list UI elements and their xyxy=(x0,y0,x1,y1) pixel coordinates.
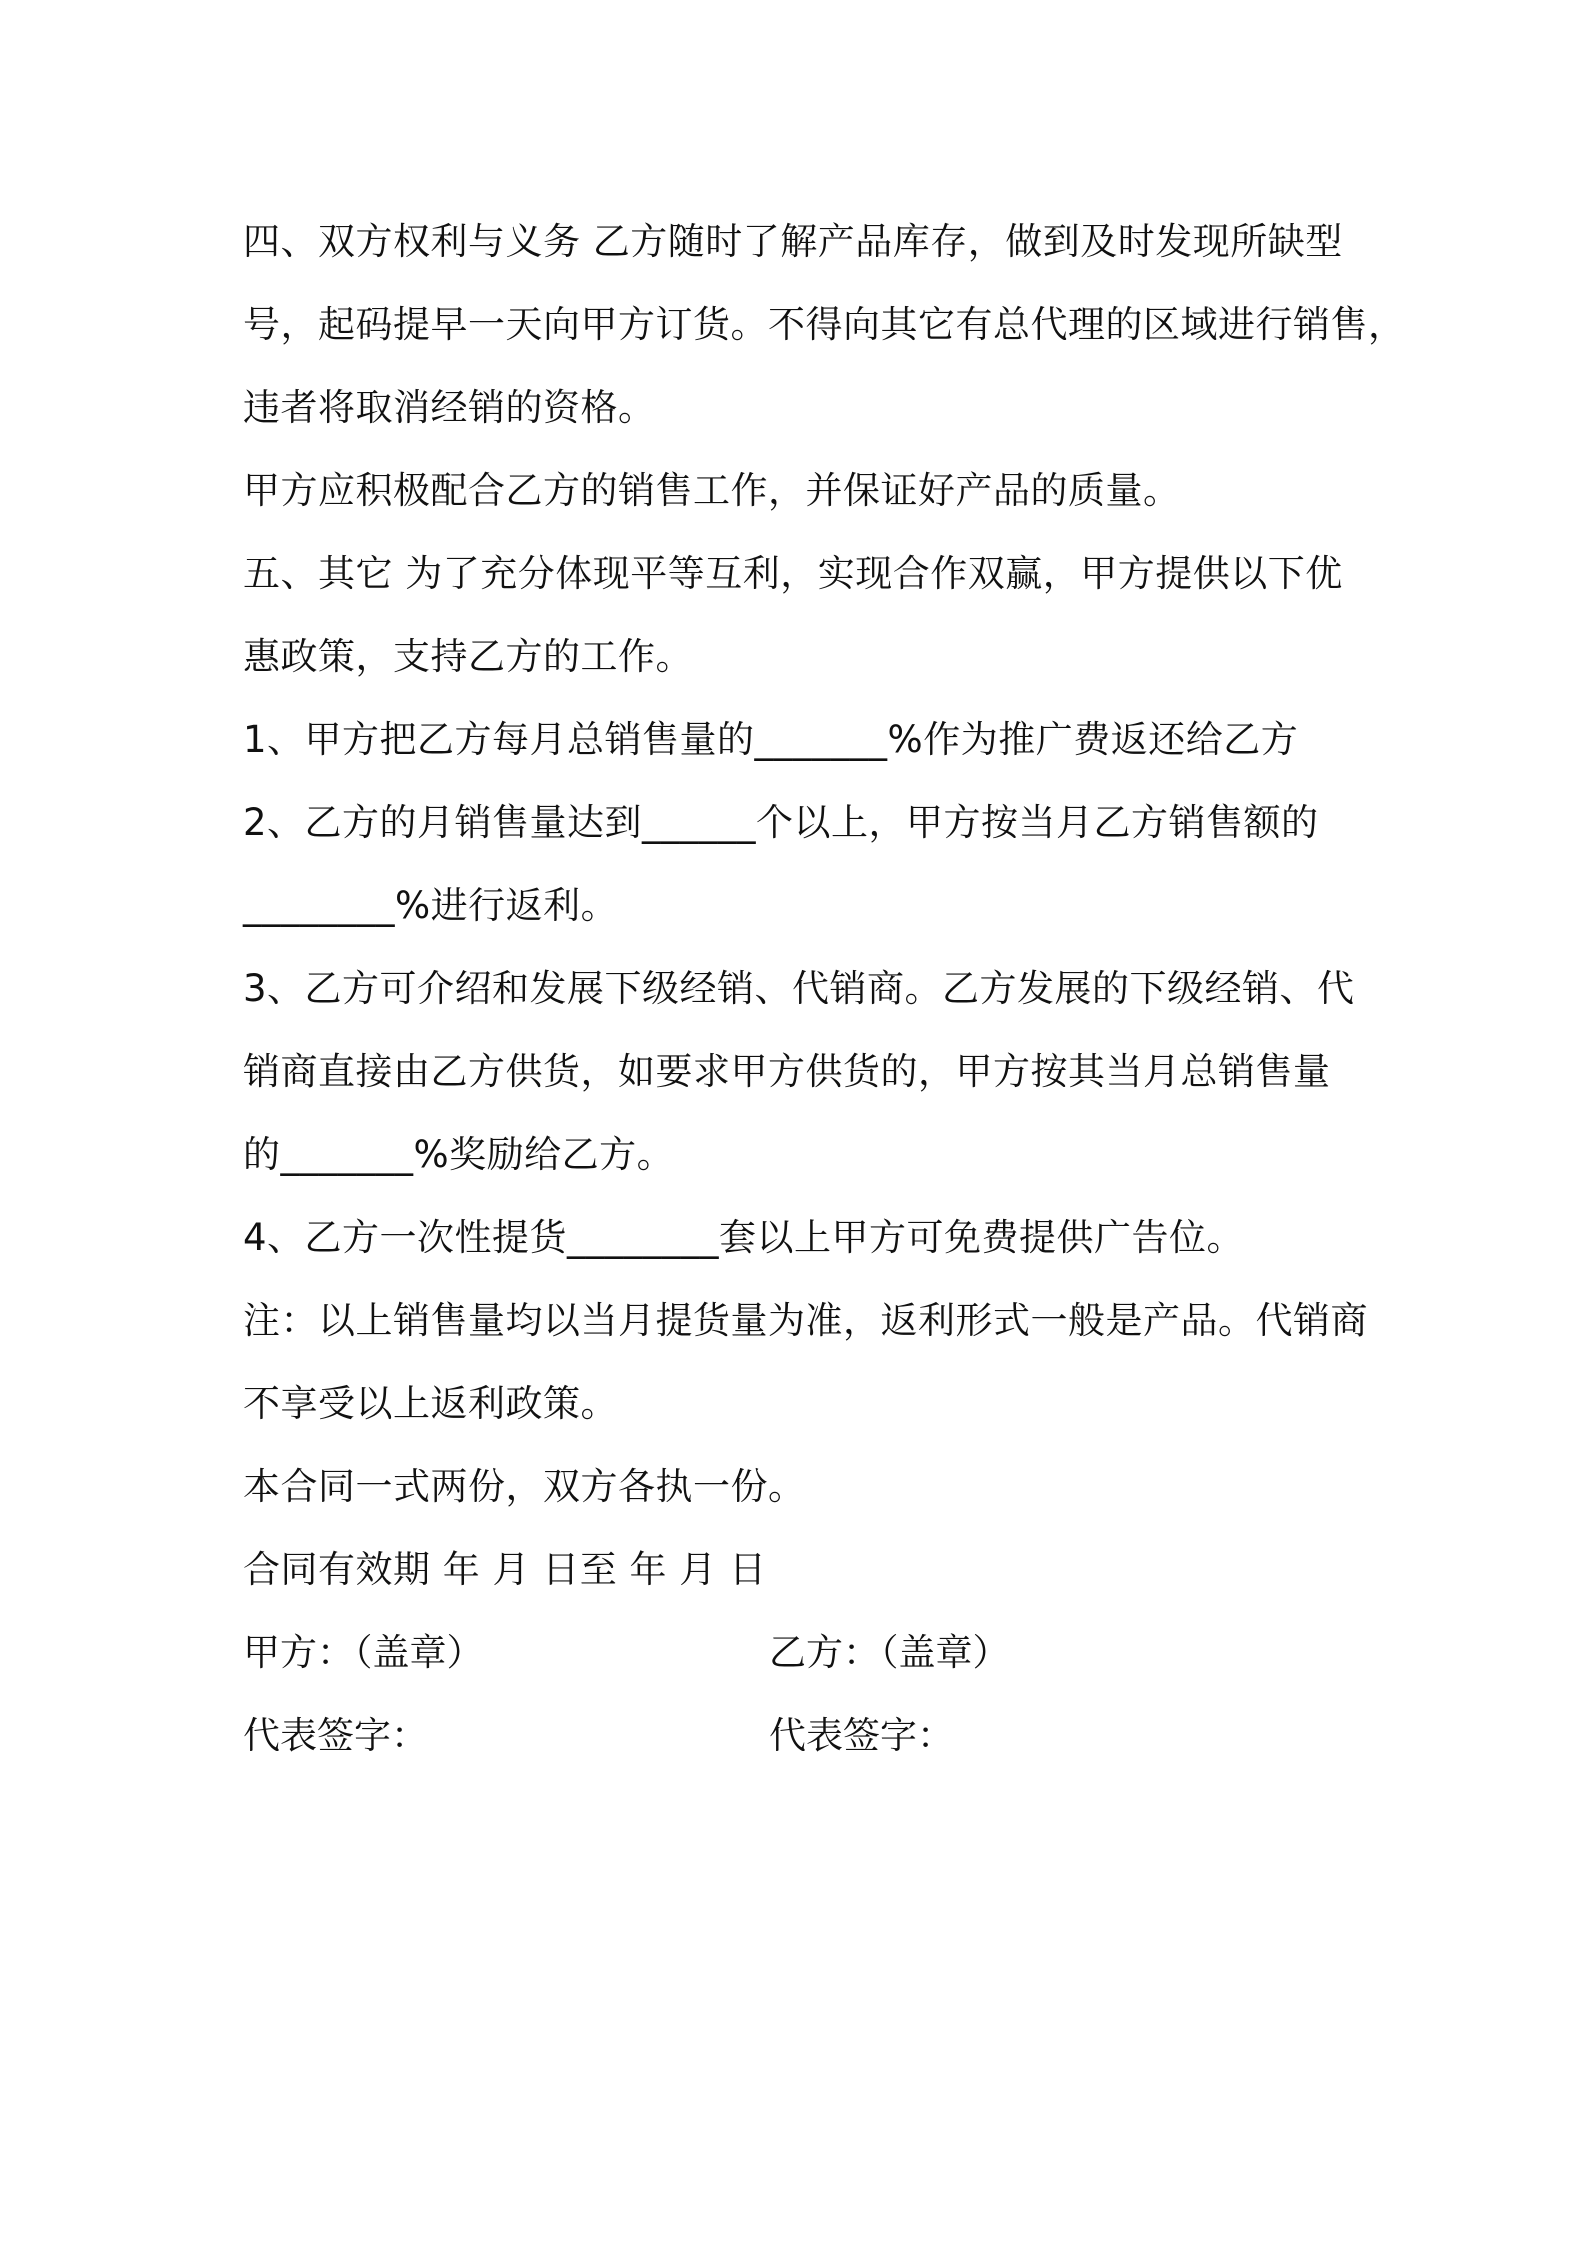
party-b-signature: 代表签字： xyxy=(769,1714,954,1757)
text-line: 本合同一式两份，双方各执一份。 xyxy=(243,1465,806,1508)
text-line: 的_______%奖励给乙方。 xyxy=(243,1133,675,1176)
text-line: 号，起码提早一天向甲方订货。不得向其它有总代理的区域进行销售， xyxy=(243,303,1406,346)
text-line: 销商直接由乙方供货，如要求甲方供货的，甲方按其当月总销售量 xyxy=(243,1050,1331,1093)
contract-page xyxy=(243,200,1406,1777)
text-line: 4、乙方一次性提货________套以上甲方可免费提供广告位。 xyxy=(243,1216,1245,1259)
party-a-signature: 代表签字： xyxy=(243,1714,428,1757)
party-b-seal: 乙方：（盖章） xyxy=(769,1631,1010,1674)
text-line: 五、其它 为了充分体现平等互利，实现合作双赢，甲方提供以下优 xyxy=(243,552,1343,595)
text-line: 四、双方权利与义务 乙方随时了解产品库存，做到及时发现所缺型 xyxy=(243,220,1343,263)
text-line: 2、乙方的月销售量达到______个以上，甲方按当月乙方销售额的 xyxy=(243,801,1319,844)
signature-row xyxy=(243,1694,1353,1777)
party-a-seal: 甲方：（盖章） xyxy=(243,1631,484,1674)
text-line: ________%进行返利。 xyxy=(243,884,619,927)
text-line: 注：以上销售量均以当月提货量为准，返利形式一般是产品。代销商 xyxy=(243,1299,1368,1342)
text-line: 3、乙方可介绍和发展下级经销、代销商。乙方发展的下级经销、代 xyxy=(243,967,1355,1010)
text-line: 1、甲方把乙方每月总销售量的_______%作为推广费返还给乙方 xyxy=(243,718,1299,761)
text-line: 违者将取消经销的资格。 xyxy=(243,386,656,429)
validity-line: 合同有效期 年 月 日至 年 月 日 xyxy=(243,1548,767,1591)
text-line: 惠政策，支持乙方的工作。 xyxy=(243,635,693,678)
text-line: 甲方应积极配合乙方的销售工作，并保证好产品的质量。 xyxy=(243,469,1181,512)
seal-row xyxy=(243,1611,1353,1694)
text-line: 不享受以上返利政策。 xyxy=(243,1382,618,1425)
